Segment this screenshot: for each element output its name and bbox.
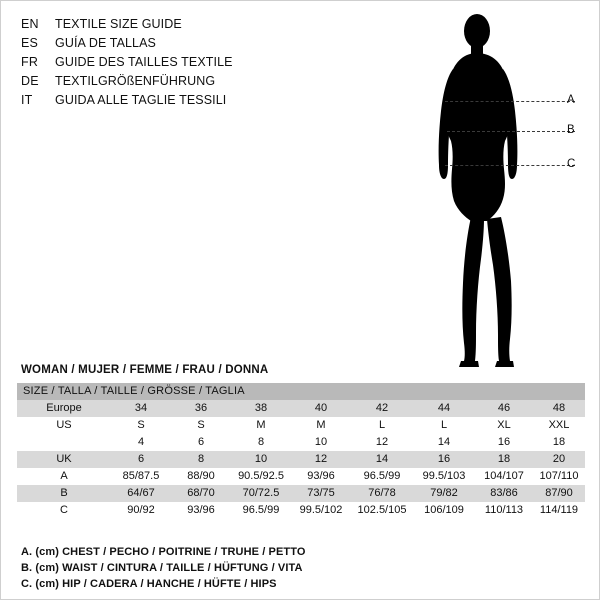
cell: 68/70 <box>171 485 231 502</box>
cell: 34 <box>111 400 171 417</box>
cell: 20 <box>533 451 585 468</box>
cell: 8 <box>231 434 291 451</box>
cell: L <box>413 417 475 434</box>
cell: 16 <box>475 434 533 451</box>
cell: 48 <box>533 400 585 417</box>
cell: 96.5/99 <box>351 468 413 485</box>
cell: 79/82 <box>413 485 475 502</box>
row-label: UK <box>17 451 111 468</box>
note-chest: A. (cm) CHEST / PECHO / POITRINE / TRUHE / PETTO <box>21 546 306 558</box>
cell: 40 <box>291 400 351 417</box>
language-header-block <box>21 17 351 112</box>
language-code: DE <box>21 74 39 88</box>
cell: 106/109 <box>413 502 475 519</box>
table-row <box>17 468 585 485</box>
cell: 73/75 <box>291 485 351 502</box>
table-row <box>17 502 585 519</box>
cell: 76/78 <box>351 485 413 502</box>
cell: L <box>351 417 413 434</box>
size-table <box>17 383 585 519</box>
cell: 104/107 <box>475 468 533 485</box>
language-code: ES <box>21 36 39 50</box>
cell: 16 <box>413 451 475 468</box>
note-hip: C. (cm) HIP / CADERA / HANCHE / HÜFTE / HIPS <box>21 578 277 590</box>
table-row <box>17 417 585 434</box>
cell: 96.5/99 <box>231 502 291 519</box>
cell: 110/113 <box>475 502 533 519</box>
cell: 42 <box>351 400 413 417</box>
measure-line-chest <box>445 101 575 102</box>
row-label <box>17 434 111 451</box>
cell: 38 <box>231 400 291 417</box>
cell: XL <box>475 417 533 434</box>
cell: M <box>291 417 351 434</box>
measure-label-b: B <box>567 124 575 136</box>
cell: 114/119 <box>533 502 585 519</box>
table-row <box>17 434 585 451</box>
cell: 18 <box>533 434 585 451</box>
section-caption: WOMAN / MUJER / FEMME / FRAU / DONNA <box>21 364 269 376</box>
row-label: A <box>17 468 111 485</box>
measurement-notes <box>21 544 501 592</box>
cell: 85/87.5 <box>111 468 171 485</box>
table-row <box>17 451 585 468</box>
row-label: B <box>17 485 111 502</box>
cell: 6 <box>171 434 231 451</box>
cell: S <box>171 417 231 434</box>
language-code: EN <box>21 17 39 31</box>
table-row <box>17 400 585 417</box>
table-header-row <box>17 383 585 400</box>
language-row <box>21 55 351 74</box>
language-row <box>21 74 351 93</box>
cell: 99.5/103 <box>413 468 475 485</box>
language-title: GUÍA DE TALLAS <box>55 36 156 50</box>
row-label: C <box>17 502 111 519</box>
language-title: TEXTILGRÖßENFÜHRUNG <box>55 74 216 88</box>
language-title: TEXTILE SIZE GUIDE <box>55 17 182 31</box>
cell: 93/96 <box>171 502 231 519</box>
cell: XXL <box>533 417 585 434</box>
cell: 12 <box>291 451 351 468</box>
language-row <box>21 17 351 36</box>
language-row <box>21 36 351 55</box>
cell: 8 <box>171 451 231 468</box>
cell: 102.5/105 <box>351 502 413 519</box>
language-code: FR <box>21 55 39 69</box>
cell: 46 <box>475 400 533 417</box>
measure-line-waist <box>447 131 575 132</box>
cell: 10 <box>291 434 351 451</box>
cell: 64/67 <box>111 485 171 502</box>
language-row <box>21 93 351 112</box>
cell: 70/72.5 <box>231 485 291 502</box>
cell: S <box>111 417 171 434</box>
cell: 107/110 <box>533 468 585 485</box>
cell: M <box>231 417 291 434</box>
cell: 93/96 <box>291 468 351 485</box>
figure-area <box>401 9 591 369</box>
note-waist: B. (cm) WAIST / CINTURA / TAILLE / HÜFTUNG / VITA <box>21 562 303 574</box>
measure-line-hip <box>445 165 575 166</box>
cell: 4 <box>111 434 171 451</box>
cell: 44 <box>413 400 475 417</box>
language-code: IT <box>21 93 33 107</box>
female-silhouette-icon <box>401 9 591 369</box>
cell: 10 <box>231 451 291 468</box>
cell: 14 <box>351 451 413 468</box>
cell: 90/92 <box>111 502 171 519</box>
measure-label-a: A <box>567 94 575 106</box>
table-row <box>17 485 585 502</box>
cell: 83/86 <box>475 485 533 502</box>
cell: 12 <box>351 434 413 451</box>
row-label: Europe <box>17 400 111 417</box>
cell: 14 <box>413 434 475 451</box>
cell: 36 <box>171 400 231 417</box>
measure-label-c: C <box>567 158 576 170</box>
language-title: GUIDE DES TAILLES TEXTILE <box>55 55 233 69</box>
language-title: GUIDA ALLE TAGLIE TESSILI <box>55 93 227 107</box>
cell: 99.5/102 <box>291 502 351 519</box>
row-label: US <box>17 417 111 434</box>
table-header-label: SIZE / TALLA / TAILLE / GRÖSSE / TAGLIA <box>17 383 585 400</box>
cell: 88/90 <box>171 468 231 485</box>
cell: 18 <box>475 451 533 468</box>
cell: 90.5/92.5 <box>231 468 291 485</box>
cell: 6 <box>111 451 171 468</box>
cell: 87/90 <box>533 485 585 502</box>
size-table-wrapper <box>17 383 585 519</box>
